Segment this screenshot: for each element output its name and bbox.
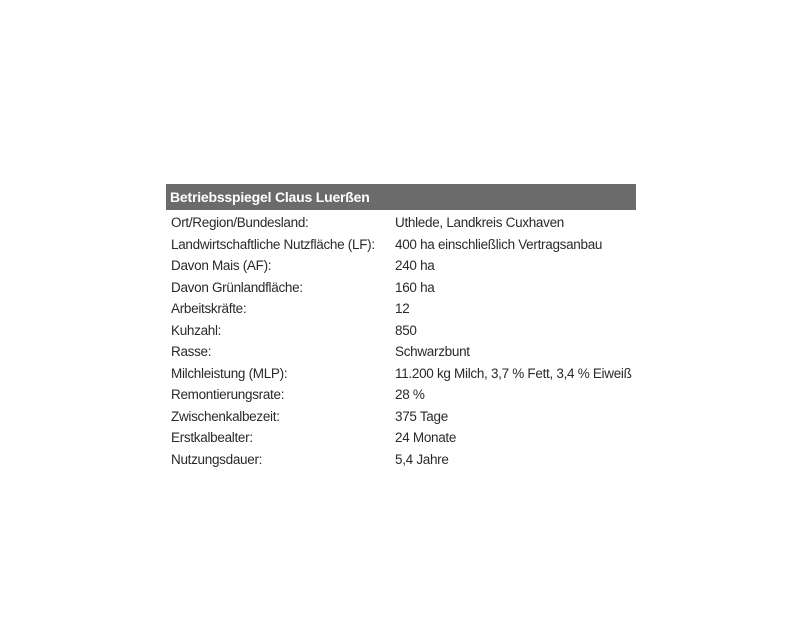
- row-label-maize-area: Davon Mais (AF):: [171, 258, 272, 273]
- row-label-calving-interval: Zwischenkalbezeit:: [171, 408, 280, 424]
- row-value-breed: Schwarzbunt: [395, 344, 470, 359]
- table-row: [166, 234, 636, 256]
- table-body: [166, 212, 636, 470]
- table-row: [166, 449, 636, 471]
- table-row: [166, 212, 636, 234]
- farm-profile-table: [166, 184, 636, 470]
- table-row: [166, 255, 636, 277]
- row-label-first-calving-age: Erstkalbealter:: [171, 430, 253, 445]
- table-row: [166, 363, 636, 385]
- table-row: [166, 384, 636, 406]
- table-row: [166, 320, 636, 342]
- row-value-milk-yield: 11.200 kg Milch, 3,7 % Fett, 3,4 % Eiweiß: [395, 365, 632, 381]
- table-row: [166, 341, 636, 363]
- table-title: Betriebsspiegel Claus Luerßen: [166, 184, 636, 210]
- row-value-first-calving-age: 24 Monate: [395, 430, 457, 445]
- row-label-productive-life: Nutzungsdauer:: [171, 451, 263, 467]
- row-label-milk-yield: Milchleistung (MLP):: [171, 365, 288, 381]
- row-value-cow-count: 850: [395, 322, 417, 338]
- row-value-productive-life: 5,4 Jahre: [395, 451, 449, 467]
- row-value-grassland-area: 160 ha: [395, 279, 435, 295]
- row-value-calving-interval: 375 Tage: [395, 408, 448, 424]
- row-value-replacement-rate: 28 %: [395, 387, 425, 402]
- row-label-grassland-area: Davon Grünlandfläche:: [171, 279, 303, 295]
- row-label-breed: Rasse:: [171, 344, 212, 359]
- row-value-maize-area: 240 ha: [395, 258, 435, 273]
- row-value-agricultural-area: 400 ha einschließlich Vertragsanbau: [395, 236, 603, 252]
- table-row: [166, 298, 636, 320]
- row-value-location: Uthlede, Landkreis Cuxhaven: [395, 215, 565, 230]
- row-label-agricultural-area: Landwirtschaftliche Nutzfläche (LF):: [171, 236, 375, 252]
- row-label-location: Ort/Region/Bundesland:: [171, 215, 309, 230]
- row-label-cow-count: Kuhzahl:: [171, 322, 222, 338]
- row-label-workers: Arbeitskräfte:: [171, 301, 247, 316]
- row-label-replacement-rate: Remontierungsrate:: [171, 387, 285, 402]
- row-value-workers: 12: [395, 301, 410, 316]
- table-row: [166, 277, 636, 299]
- table-row: [166, 406, 636, 428]
- table-row: [166, 427, 636, 449]
